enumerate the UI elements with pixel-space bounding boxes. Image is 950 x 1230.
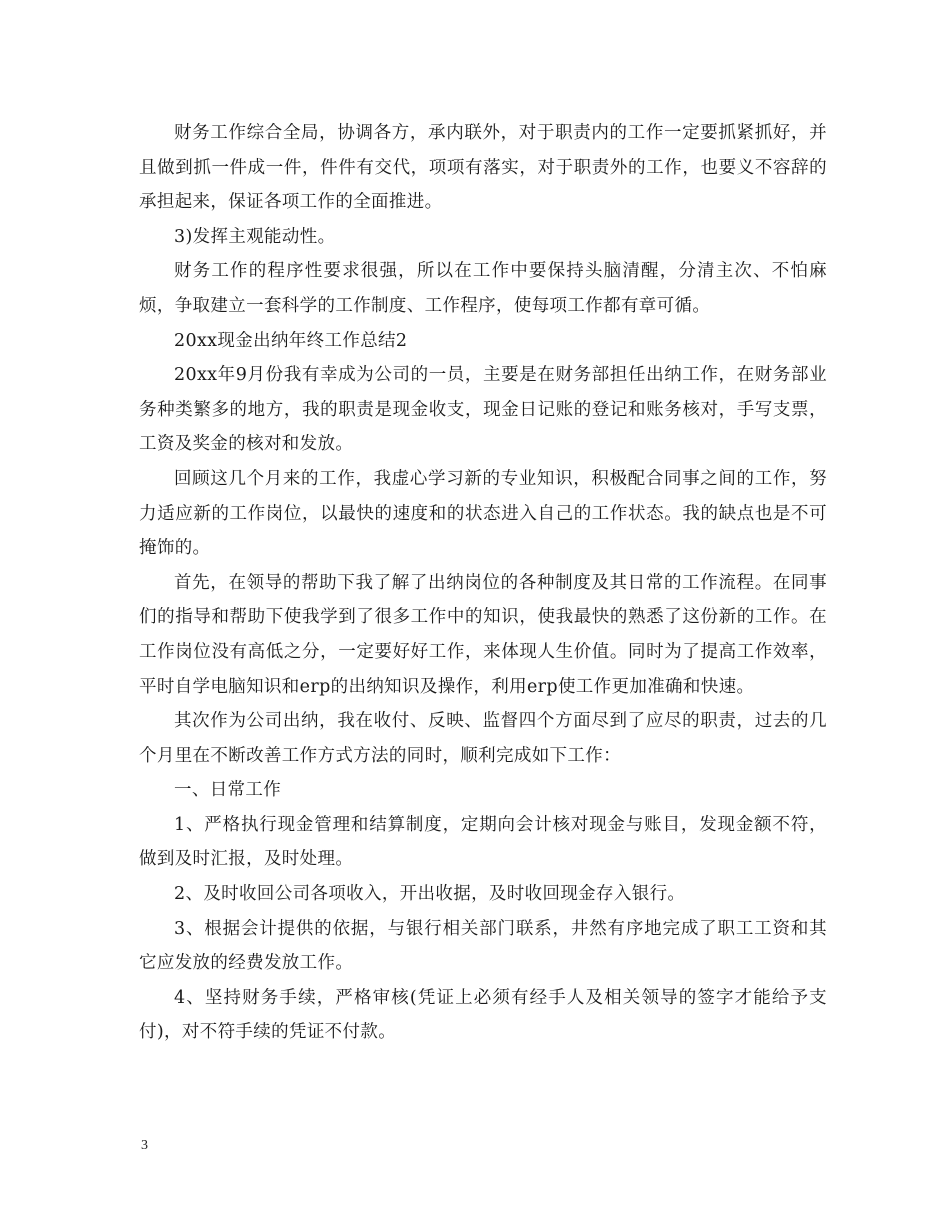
document-body <box>139 116 827 1050</box>
paragraph: 财务工作的程序性要求很强，所以在工作中要保持头脑清醒，分清主次、不怕麻烦，争取建立一套科学的工作制度、工作程序，使每项工作都有章可循。 <box>139 261 827 316</box>
paragraph: 其次作为公司出纳，我在收付、反映、监督四个方面尽到了应尽的职责，过去的几个月里在不断改善工作方式方法的同时，顺利完成如下工作： <box>139 711 827 766</box>
paragraph: 20xx年9月份我有幸成为公司的一员，主要是在财务部担任出纳工作，在财务部业务种类繁多的地方，我的职责是现金收支，现金日记账的登记和账务核对，手写支票，工资及奖金的核对和发放。 <box>139 365 827 455</box>
list-item: 1、严格执行现金管理和结算制度，定期向会计核对现金与账目，发现金额不符，做到及时汇报，及时处理。 <box>139 814 827 870</box>
paragraph: 财务工作综合全局，协调各方，承内联外，对于职责内的工作一定要抓紧抓好，并且做到抓一件成一件，件件有交代，项项有落实，对于职责外的工作，也要义不容辞的承担起来，保证各项工作的全面推进。 <box>139 123 827 213</box>
section-heading: 20xx现金出纳年终工作总结2 <box>174 330 408 351</box>
list-item: 3、根据会计提供的依据，与银行相关部门联系，井然有序地完成了职工工资和其它应发放的经费发放工作。 <box>139 918 827 974</box>
paragraph: 首先，在领导的帮助下我了解了出纳岗位的各种制度及其日常的工作流程。在同事们的指导和帮助下使我学到了很多工作中的知识，使我最快的熟悉了这份新的工作。在工作岗位没有高低之分，一定要好好工作，来体现人生价值。同时为了提高工作效率，平时自学电脑知识和erp的出纳知识及操作，利用erp使工作更加准确和快速。 <box>139 572 827 697</box>
paragraph: 回顾这几个月来的工作，我虚心学习新的专业知识，积极配合同事之间的工作，努力适应新的工作岗位，以最快的速度和的状态进入自己的工作状态。我的缺点也是不可掩饰的。 <box>139 468 827 559</box>
list-item: 2、及时收回公司各项收入，开出收据，及时收回现金存入银行。 <box>174 884 686 905</box>
list-heading: 一、日常工作 <box>174 780 282 801</box>
paragraph: 3)发挥主观能动性。 <box>174 226 336 247</box>
page-number: 3 <box>141 1138 148 1153</box>
list-item: 4、坚持财务手续，严格审核(凭证上必须有经手人及相关领导的签字才能给予支付)，对不符手续的凭证不付款。 <box>139 987 827 1043</box>
